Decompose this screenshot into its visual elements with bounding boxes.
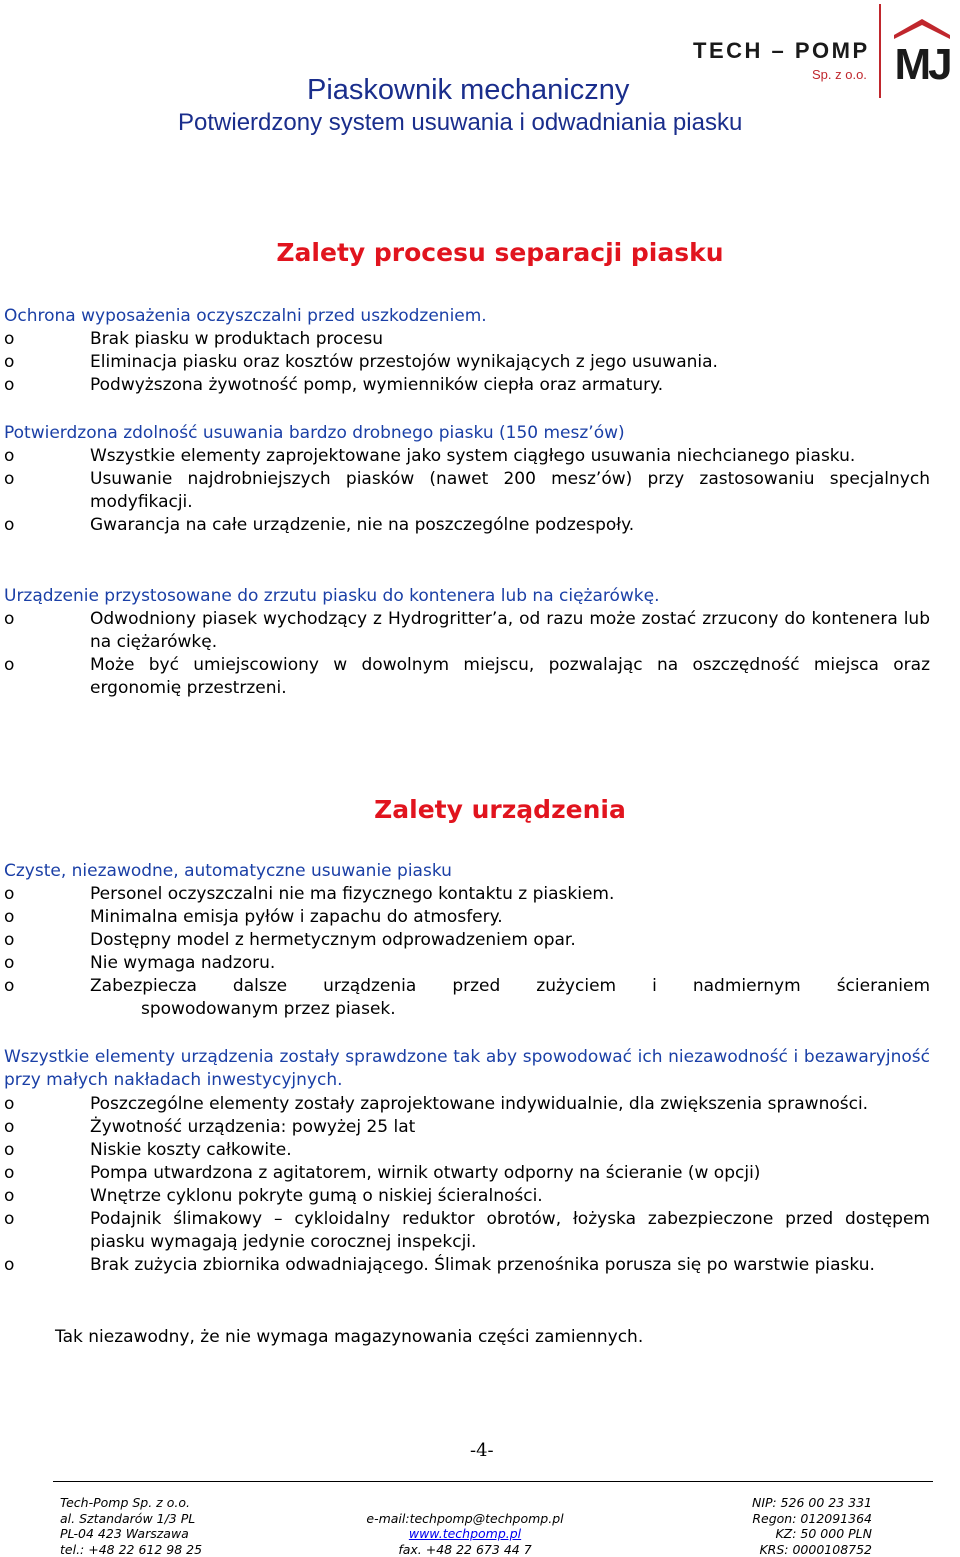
logo-divider [879, 4, 881, 98]
list-item: o Dostępny model z hermetycznym odprowadzeniem opar. [0, 929, 930, 952]
brand-legal-form: Sp. z o.o. [812, 67, 867, 82]
list-item: o Minimalna emisja pyłów i zapachu do atmosfery. [0, 906, 930, 929]
list-item: o Żywotność urządzenia: powyżej 25 lat [0, 1116, 930, 1139]
section-title-separation: Zalety procesu separacji piasku [0, 238, 960, 267]
footer-registration: NIP: 526 00 23 331 Regon: 012091364 KZ: 50 000 PLN KRS: 0000108752 [720, 1495, 872, 1557]
list-container-discharge [0, 608, 930, 700]
list-item: o Personel oczyszczalni nie ma fizycznego kontaktu z piaskiem. [0, 883, 930, 906]
footer-company-address: Tech-Pomp Sp. z o.o. al. Sztandarów 1/3 PL PL-04 423 Warszawa tel.: +48 22 612 98 25 [60, 1495, 202, 1557]
list-item: o Odwodniony piasek wychodzący z Hydrogritter’a, od razu może zostać zrzucony do kontenera lub na ciężarówkę. [0, 608, 930, 654]
page-number: -4- [470, 1440, 494, 1461]
list-clean-removal [0, 883, 930, 1021]
footer-email: e-mail:techpomp@techpomp.pl [365, 1511, 565, 1527]
lead-clean-removal: Czyste, niezawodne, automatyczne usuwanie piasku [4, 860, 930, 883]
closing-statement: Tak niezawodny, że nie wymaga magazynowania części zamiennych. [55, 1326, 643, 1349]
list-item: o Brak zużycia zbiornika odwadniającego. Ślimak przenośnika porusza się po warstwie piasku. [0, 1254, 930, 1277]
list-item: o Usuwanie najdrobniejszych piasków (nawet 200 mesz’ów) przy zastosowaniu specjalnych modyfikacji. [0, 468, 930, 514]
lead-equipment-protection: Ochrona wyposażenia oczyszczalni przed uszkodzeniem. [4, 305, 930, 328]
list-item: o Eliminacja piasku oraz kosztów przestojów wynikających z jego usuwania. [0, 351, 930, 374]
list-item-continuation: spowodowanym przez piasek. [0, 998, 930, 1021]
lead-reliability: Wszystkie elementy urządzenia zostały sprawdzone tak aby spowodować ich niezawodność i bezawaryjność przy małych nakładach inwestycyjnych. [4, 1046, 930, 1092]
list-item: o Zabezpiecza dalsze urządzenia przed zużyciem i nadmiernym ścieraniem [0, 975, 930, 998]
list-item: o Gwarancja na całe urządzenie, nie na poszczególne podzespoły. [0, 514, 930, 537]
list-item: o Wszystkie elementy zaprojektowane jako system ciągłego usuwania niechcianego piasku. [0, 445, 930, 468]
list-item: o Podajnik ślimakowy – cykloidalny reduktor obrotów, łożyska zabezpieczone przed dostępem piasku wymagają jedynie corocznej inspekcji. [0, 1208, 930, 1254]
list-item: o Brak piasku w produktach procesu [0, 328, 930, 351]
list-reliability [0, 1093, 930, 1277]
footer-website-link[interactable]: www.techpomp.pl [409, 1526, 521, 1541]
list-item: o Pompa utwardzona z agitatorem, wirnik otwarty odporny na ścieranie (w opcji) [0, 1162, 930, 1185]
list-item: o Może być umiejscowiony w dowolnym miejscu, pozwalając na oszczędność miejsca oraz ergonomię przestrzeni. [0, 654, 930, 700]
lead-fine-sand-removal: Potwierdzona zdolność usuwania bardzo drobnego piasku (150 mesz’ów) [4, 422, 930, 445]
lead-container-discharge: Urządzenie przystosowane do zrzutu piasku do kontenera lub na ciężarówkę. [4, 585, 930, 608]
brand-name: TECH – POMP [693, 38, 870, 64]
list-item: o Podwyższona żywotność pomp, wymienników ciepła oraz armatury. [0, 374, 930, 397]
list-fine-sand-removal [0, 445, 930, 537]
footer-contact [365, 1495, 565, 1557]
document-subtitle: Potwierdzony system usuwania i odwadniania piasku [178, 109, 742, 137]
footer-divider [53, 1481, 933, 1482]
list-item: o Niskie koszty całkowite. [0, 1139, 930, 1162]
svg-text:MJ: MJ [894, 40, 950, 85]
list-item: o Poszczególne elementy zostały zaprojektowane indywidualnie, dla zwiększenia sprawności. [0, 1093, 930, 1116]
list-item: o Nie wymaga nadzoru. [0, 952, 930, 975]
footer-fax: fax. +48 22 673 44 7 [365, 1542, 565, 1557]
document-title: Piaskownik mechaniczny [307, 74, 629, 107]
mj-logo [890, 15, 954, 85]
list-equipment-protection [0, 328, 930, 397]
section-title-device: Zalety urządzenia [0, 795, 960, 824]
list-item: o Wnętrze cyklonu pokryte gumą o niskiej ścieralności. [0, 1185, 930, 1208]
